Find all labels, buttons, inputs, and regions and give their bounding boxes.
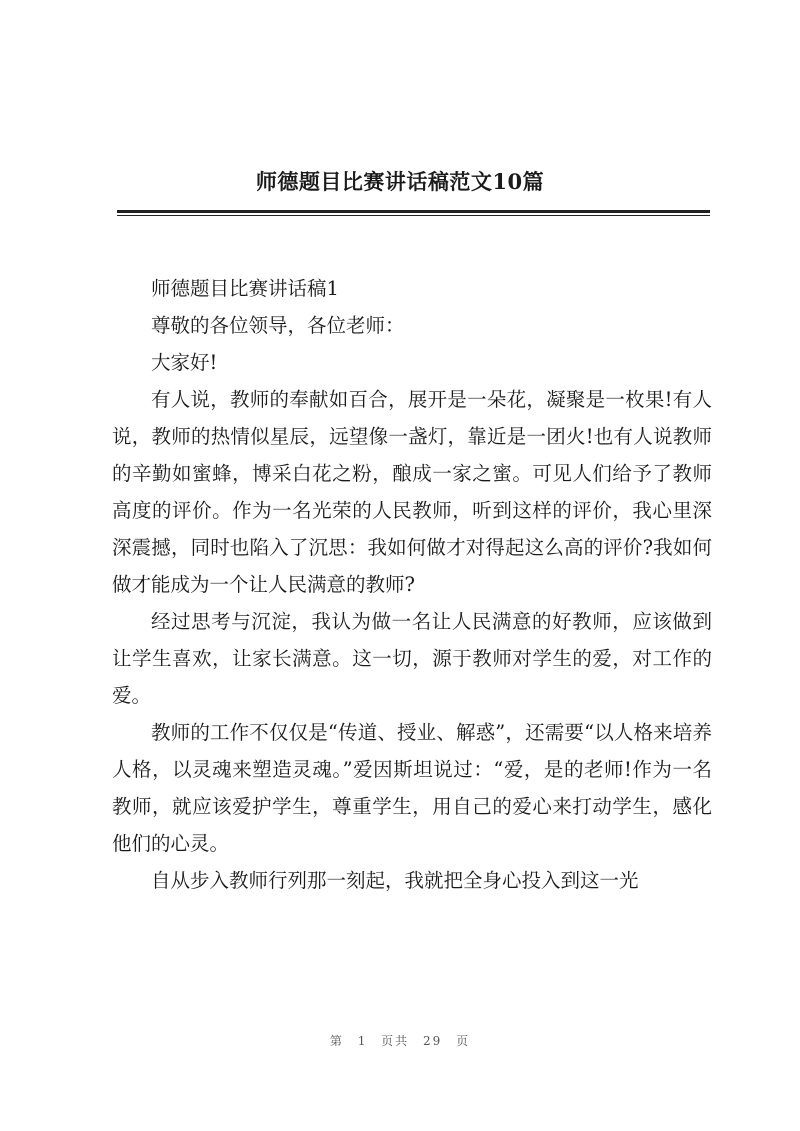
paragraph: 教师的工作不仅仅是“传道、授业、解惑”，还需要“以人格来培养人格，以灵魂来塑造灵魂。”爱因斯坦说过：“爱，是的老师!作为一名教师，就应该爱护学生，尊重学生，用自己的爱心来打动学生，感化他们的心灵。: [112, 721, 712, 855]
paragraph: 有人说，教师的奉献如百合，展开是一朵花，凝聚是一枚果!有人说，教师的热情似星辰，远望像一盏灯，靠近是一团火!也有人说教师的辛勤如蜜蜂，博采白花之粉，酿成一家之蜜。可见人们给予了教师高度的评价。作为一名光荣的人民教师，听到这样的评价，我心里深深震撼，同时也陷入了沉思：我如何做才对得起这么高的评价?我如何做才能成为一个让人民满意的教师?: [112, 388, 712, 596]
salutation: 尊敬的各位领导，各位老师：: [151, 314, 405, 337]
document-body: [112, 270, 712, 899]
document-title: 师德题目比赛讲话稿范文10篇: [255, 169, 545, 194]
footer-middle: 页共: [381, 1034, 410, 1048]
paragraph: 经过思考与沉淀，我认为做一名让人民满意的好教师，应该做到让学生喜欢，让家长满意。这一切，源于教师对学生的爱，对工作的爱。: [112, 610, 712, 707]
greeting: 大家好!: [151, 351, 218, 374]
title-underline-thick: [117, 210, 710, 213]
footer-prefix: 第: [329, 1034, 344, 1048]
paragraph: 自从步入教师行列那一刻起，我就把全身心投入到这一光: [151, 869, 639, 892]
footer-total-pages: 29: [423, 1034, 443, 1048]
footer-current-page: 1: [357, 1034, 368, 1048]
section-heading: 师德题目比赛讲话稿1: [151, 277, 339, 300]
footer-suffix: 页: [456, 1034, 471, 1048]
title-underline-thin: [117, 215, 710, 216]
page-footer: [0, 1032, 800, 1049]
